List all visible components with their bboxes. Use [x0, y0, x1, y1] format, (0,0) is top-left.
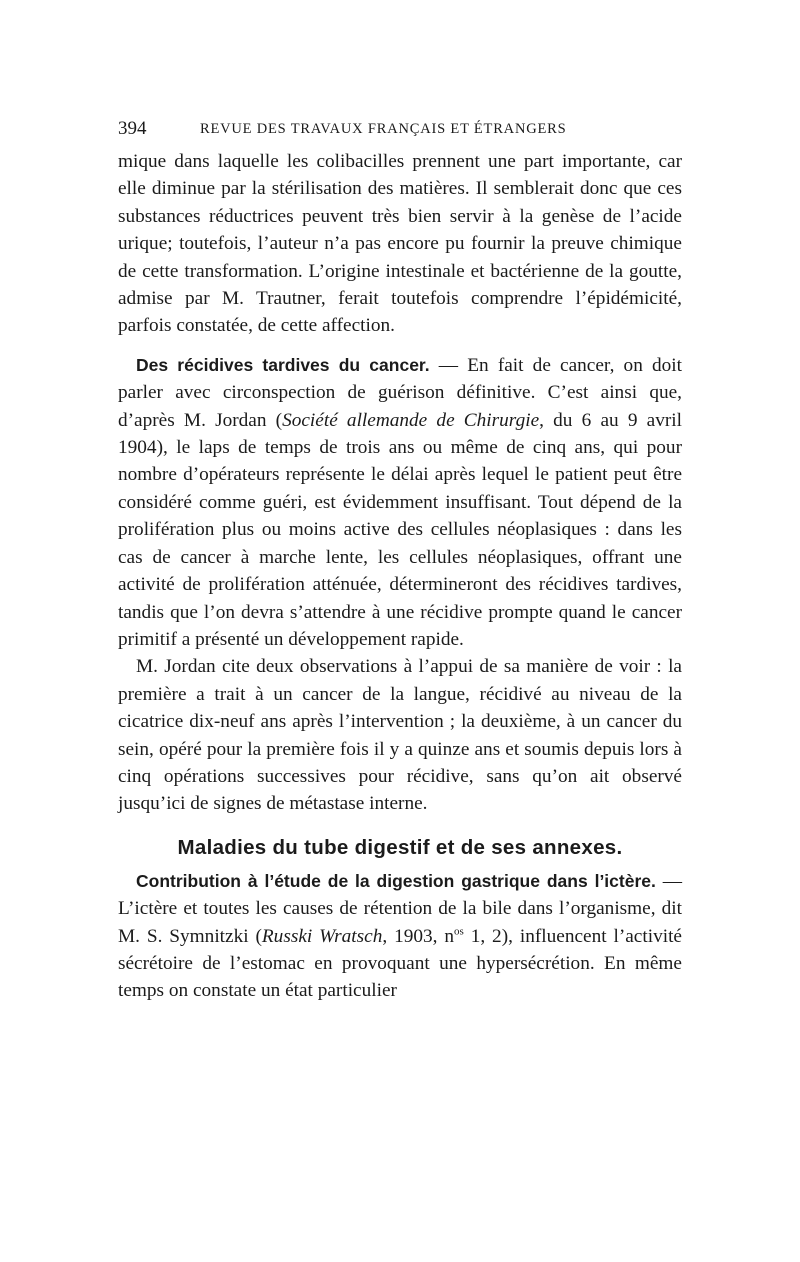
book-page	[118, 118, 682, 1005]
paragraph-text: — L’ictère et toutes les causes de rétention de la bile dans l’organisme, dit M. S. Symnitzki (	[118, 870, 682, 947]
running-title: REVUE DES TRAVAUX FRANÇAIS ET ÉTRANGERS	[200, 121, 567, 137]
paragraph-text: , 1903, n	[382, 925, 455, 947]
paragraph-text: , du 6 au 9 avril 1904), le laps de temps de trois ans ou même de cinq ans, qui pour nombre d’opérateurs représente le délai après lequel le patient peut être considéré comme guéri, est évidemment insuffisant. Tout dépend de la prolifération plus ou moins active des cellules néoplasiques : dans les cas de cancer à marche lente, les cellules néoplasiques, offrant une activité de prolifération atténuée, détermineront des récidives tardives, tandis que l’on devra s’attendre à une récidive prompte quand le cancer primitif a présenté un développement rapide.	[118, 409, 682, 650]
article-title-recidives: Des récidives tardives du cancer.	[136, 354, 430, 375]
superscript-os: os	[454, 925, 464, 938]
paragraph-digestion-ictere	[118, 868, 682, 1005]
section-heading: Maladies du tube digestif et de ses annexes.	[177, 835, 623, 859]
journal-citation: Société allemande de Chirurgie	[282, 409, 540, 431]
paragraph-goutte-continuation: mique dans laquelle les colibacilles prennent une part importante, car elle diminue par la stérilisation des matières. Il semblerait donc que ces substances réductrices peuvent très bien servir à la genèse de l’acide urique; toutefois, l’auteur n’a pas encore pu fournir la preuve chimique de cette transformation. L’origine intestinale et bactérienne de la goutte, admise par M. Trautner, ferait toutefois comprendre l’épidémicité, parfois constatée, de cette affection.	[118, 151, 682, 337]
page-number: 394	[118, 118, 147, 139]
paragraph-text: 1, 2), influencent l’activité sécrétoire de l’estomac en provoquant une hypersécrétion. En même temps on constate un état particulier	[118, 925, 682, 1002]
journal-citation: Russki Wratsch	[261, 925, 383, 947]
running-header	[118, 118, 682, 148]
article-title-digestion: Contribution à l’étude de la digestion gastrique dans l’ictère.	[136, 870, 656, 891]
paragraph-text: — En fait de cancer, on doit parler avec circonspection de guérison définitive. C’est ainsi que, d’après M. Jordan (	[118, 354, 682, 431]
paragraph-recidives-cancer	[118, 352, 682, 653]
paragraph-jordan-observations: M. Jordan cite deux observations à l’appui de sa manière de voir : la première a trait à un cancer de la langue, récidivé au niveau de la cicatrice dix-neuf ans après l’intervention ; la deuxième, à un cancer du sein, opéré pour la première fois il y a quinze ans et soumis depuis lors à cinq opérations successives pour récidive, sans qu’on ait observé jusqu’ici de signes de métastase interne.	[118, 656, 682, 815]
